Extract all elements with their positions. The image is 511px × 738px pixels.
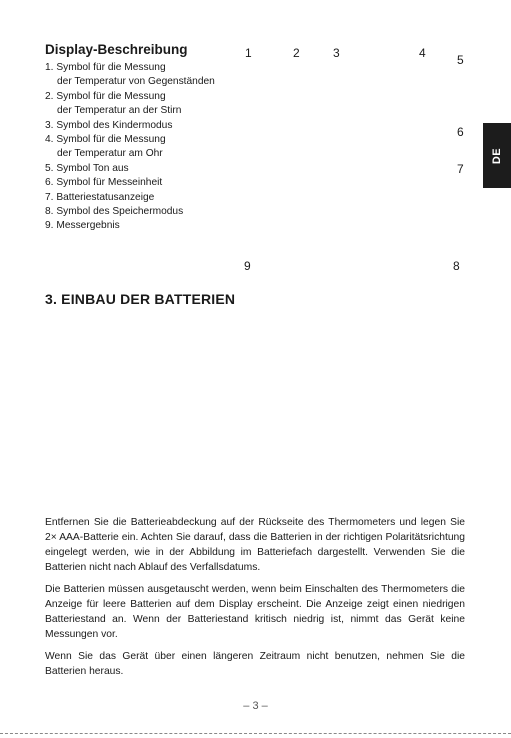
legend-item-9: 9. Messergebnis	[45, 220, 120, 232]
callout-4: 4	[419, 46, 426, 60]
legend-item-6: 6. Symbol für Messeinheit	[45, 177, 163, 189]
legend-item-4-cont: der Temperatur am Ohr	[57, 148, 163, 160]
legend-item-1-cont: der Temperatur von Gegenständen	[57, 76, 215, 88]
callout-2: 2	[293, 46, 300, 60]
legend-item-2-cont: der Temperatur an der Stirn	[57, 105, 182, 117]
legend-item-1: 1. Symbol für die Messung	[45, 62, 166, 73]
page-number: – 3 –	[243, 700, 268, 712]
language-tab	[483, 123, 511, 188]
legend-item-5: 5. Symbol Ton aus	[45, 162, 129, 174]
callout-1: 1	[245, 46, 252, 60]
callout-3: 3	[333, 46, 340, 60]
page-edge-divider	[0, 733, 511, 734]
paragraph-1: Entfernen Sie die Batterieabdeckung auf der Rückseite des Thermometers und legen Sie 2× AAA-Batterie ein. Achten Sie darauf, dass die Batterien in der richtigen Polaritätsrichtung eingelegt werden, wie in der Abbildung im Batteriefach dargestellt. Verwenden Sie die Batterien nicht nach Ablauf des Verfallsdatums.	[45, 517, 465, 573]
callout-5: 5	[457, 53, 464, 67]
paragraph-3: Wenn Sie das Gerät über einen längeren Zeitraum nicht benutzen, nehmen Sie die Batterien heraus.	[45, 651, 465, 677]
display-description-heading: Display-Beschreibung	[45, 42, 188, 57]
paragraph-2: Die Batterien müssen ausgetauscht werden, wenn beim Einschalten des Thermometers die Anzeige für leere Batterien auf dem Display erscheint. Die Anzeige zeigt einen niedrigen Batteriestand an. Wenn der Batteriestand kritisch niedrig ist, nimmt das Gerät keine Messungen vor.	[45, 584, 465, 640]
legend-item-2: 2. Symbol für die Messung	[45, 90, 166, 102]
callout-8: 8	[453, 259, 460, 273]
section-heading-battery: 3. EINBAU DER BATTERIEN	[45, 291, 236, 307]
callout-6: 6	[457, 125, 464, 139]
legend-item-8: 8. Symbol des Speichermodus	[45, 206, 184, 218]
callout-9: 9	[244, 259, 251, 273]
legend-item-3: 3. Symbol des Kindermodus	[45, 119, 173, 131]
legend-item-4: 4. Symbol für die Messung	[45, 134, 166, 146]
battery-instructions	[45, 515, 465, 686]
display-legend-list	[45, 61, 245, 234]
callout-7: 7	[457, 162, 464, 176]
language-tab-label: DE	[491, 147, 503, 164]
legend-item-7: 7. Batteriestatusanzeige	[45, 191, 155, 203]
